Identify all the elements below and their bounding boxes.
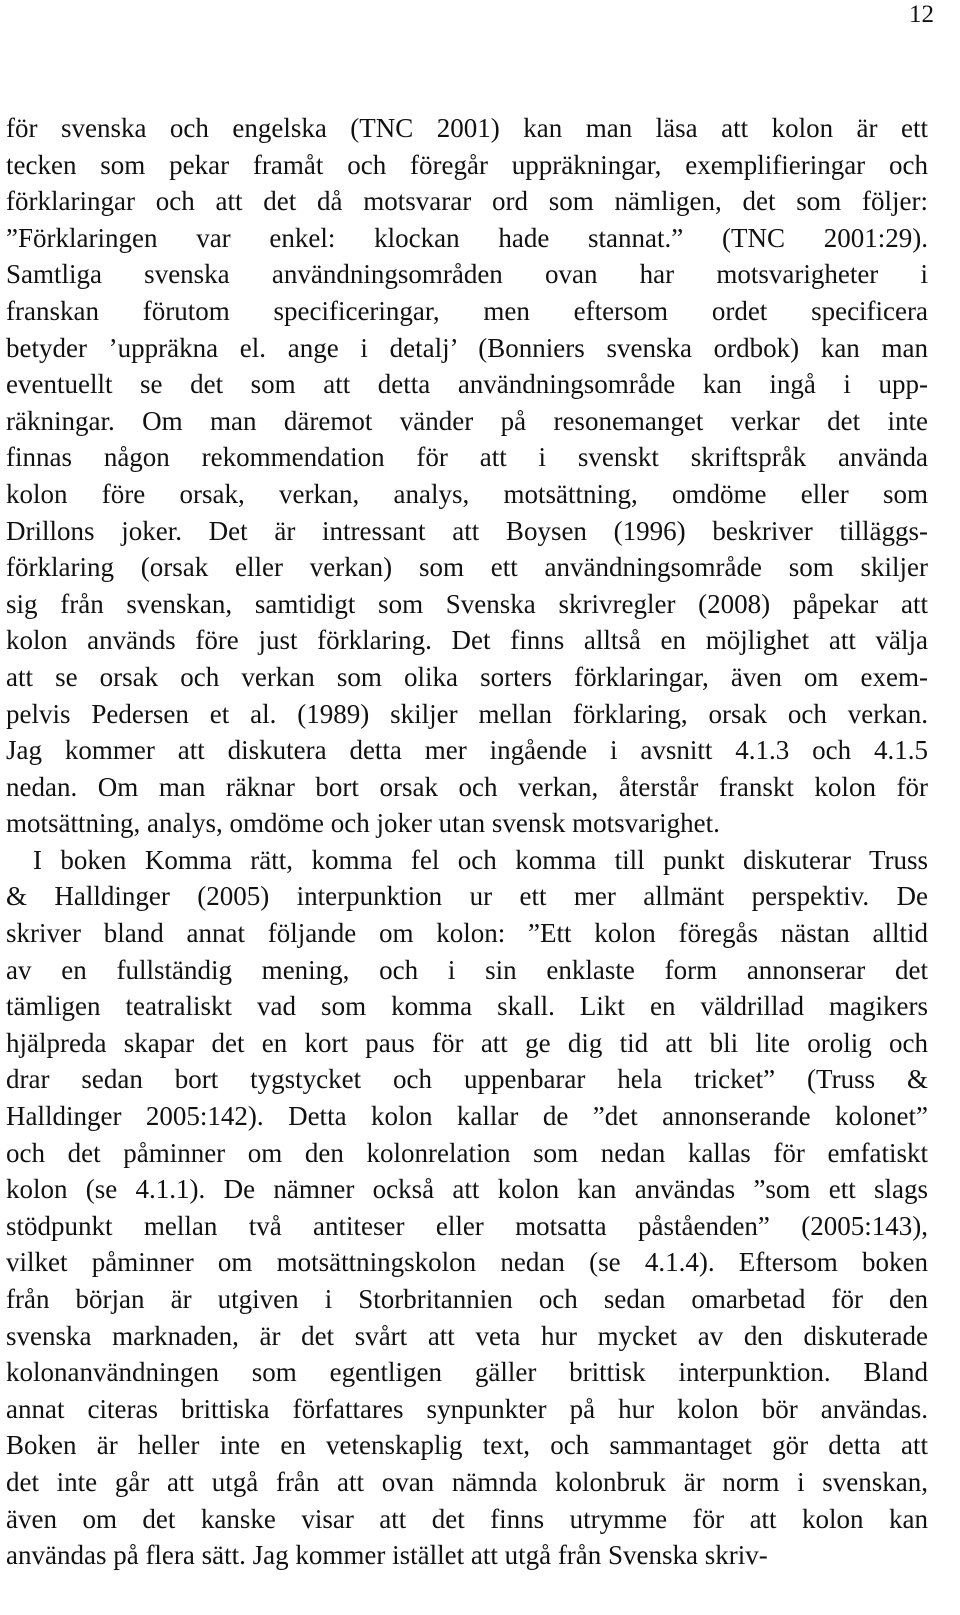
text-line: kolon (se 4.1.1). De nämner också att kolon kan användas ”som ett slags: [6, 1174, 928, 1205]
text-line: kolon före orsak, verkan, analys, motsättning, omdöme eller som: [6, 478, 928, 509]
text-line: stödpunkt mellan två antiteser eller motsatta påståenden” (2005:143),: [6, 1210, 928, 1241]
text-line: franskan förutom specificeringar, men eftersom ordet specificera: [6, 295, 928, 326]
text-line: & Halldinger (2005) interpunktion ur ett mer allmänt perspektiv. De: [6, 881, 928, 912]
text-line: av en fullständig mening, och i sin enklaste form annonserar det: [6, 954, 928, 985]
text-line: förklaring (orsak eller verkan) som ett användningsområde som skiljer: [6, 552, 928, 583]
text-line: tecken som pekar framåt och föregår uppräkningar, exemplifieringar och: [6, 149, 928, 180]
text-line: skriver bland annat följande om kolon: ”Ett kolon föregås nästan alltid: [6, 918, 928, 949]
text-line: räkningar. Om man däremot vänder på resonemanget verkar det inte: [6, 405, 928, 436]
text-line: kolon används före just förklaring. Det finns alltså en möjlighet att välja: [6, 625, 928, 656]
text-line: eventuellt se det som att detta användningsområde kan ingå i upp-: [6, 369, 928, 400]
text-line: ”Förklaringen var enkel: klockan hade stannat.” (TNC 2001:29).: [6, 222, 928, 253]
text-line: att se orsak och verkan som olika sorters förklaringar, även om exem-: [6, 661, 928, 692]
text-line: svenska marknaden, är det svårt att veta hur mycket av den diskuterade: [6, 1320, 928, 1351]
text-line: sig från svenskan, samtidigt som Svenska skrivregler (2008) påpekar att: [6, 588, 928, 619]
text-line: även om det kanske visar att det finns utrymme för att kolon kan: [6, 1503, 928, 1534]
text-line: och det påminner om den kolonrelation som nedan kallas för emfatiskt: [6, 1137, 928, 1168]
text-line: kolonanvändningen som egentligen gäller brittisk interpunktion. Bland: [6, 1357, 928, 1388]
text-line: för svenska och engelska (TNC 2001) kan man läsa att kolon är ett: [6, 113, 928, 143]
paragraph: [6, 842, 928, 1574]
text-line: I boken Komma rätt, komma fel och komma till punkt diskuterar Truss: [33, 844, 928, 875]
text-line: användas på flera sätt. Jag kommer istället att utgå från Svenska skriv-: [6, 1540, 768, 1571]
text-line: betyder ’uppräkna el. ange i detalj’ (Bonniers svenska ordbok) kan man: [6, 332, 928, 363]
text-line: annat citeras brittiska författares synpunkter på hur kolon bör användas.: [6, 1393, 928, 1424]
paragraph: [6, 110, 928, 842]
text-line: det inte går att utgå från att ovan nämnda kolonbruk är norm i svenskan,: [6, 1466, 928, 1497]
text-line: pelvis Pedersen et al. (1989) skiljer mellan förklaring, orsak och verkan.: [6, 698, 928, 729]
text-line: motsättning, analys, omdöme och joker utan svensk motsvarighet.: [6, 808, 720, 839]
text-line: hjälpreda skapar det en kort paus för att ge dig tid att bli lite orolig och: [6, 1027, 928, 1058]
document-body: [6, 110, 928, 1574]
text-line: förklaringar och att det då motsvarar ord som nämligen, det som följer:: [6, 186, 928, 217]
text-line: Halldinger 2005:142). Detta kolon kallar de ”det annonserande kolonet”: [6, 1101, 928, 1132]
text-line: drar sedan bort tygstycket och uppenbarar hela tricket” (Truss &: [6, 1064, 928, 1095]
text-line: tämligen teatraliskt vad som komma skall. Likt en väldrillad magikers: [6, 991, 928, 1022]
page-number: 12: [909, 1, 934, 28]
text-line: vilket påminner om motsättningskolon nedan (se 4.1.4). Eftersom boken: [6, 1247, 928, 1278]
text-line: nedan. Om man räknar bort orsak och verkan, återstår franskt kolon för: [6, 771, 928, 802]
text-line: Drillons joker. Det är intressant att Boysen (1996) beskriver tilläggs-: [6, 515, 928, 546]
text-line: Boken är heller inte en vetenskaplig text, och sammantaget gör detta att: [6, 1430, 928, 1461]
text-line: finnas någon rekommendation för att i svenskt skriftspråk använda: [6, 442, 928, 473]
text-line: Jag kommer att diskutera detta mer ingående i avsnitt 4.1.3 och 4.1.5: [6, 735, 928, 766]
text-line: från början är utgiven i Storbritannien och sedan omarbetad för den: [6, 1284, 928, 1314]
text-line: Samtliga svenska användningsområden ovan har motsvarigheter i: [6, 259, 928, 290]
